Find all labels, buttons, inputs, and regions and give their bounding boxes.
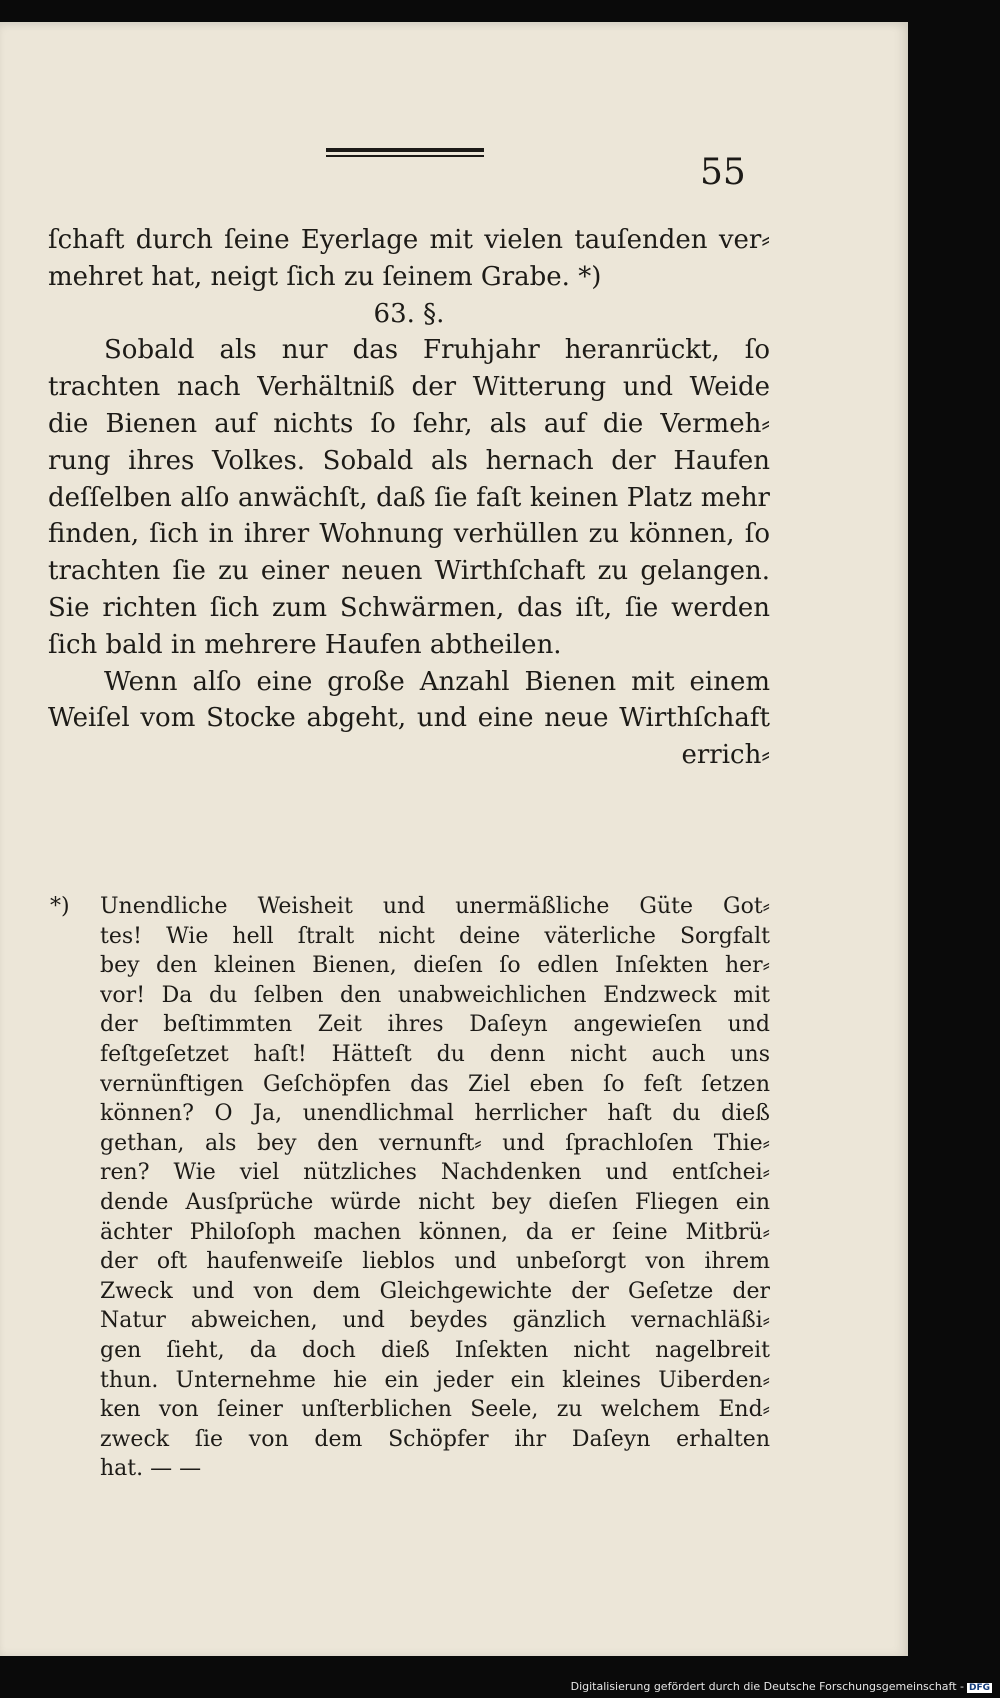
text-line: ſchaft durch ſeine Eyerlage mit vielen tauſenden ver⸗ (48, 225, 770, 255)
footnote-line: feſtgeſetzet haſt! Hätteſt du denn nicht auch uns (100, 1041, 770, 1067)
text-line: Sobald als nur das Fruhjahr heranrückt, ſo (104, 335, 770, 366)
footnote-line: zweck ſie von dem Schöpfer ihr Daſeyn erhalten (100, 1426, 770, 1452)
footnote-line: ren? Wie viel nützliches Nachdenken und entſchei⸗ (100, 1160, 770, 1186)
footnote-line: der oft haufenweiſe lieblos und unbeſorgt von ihrem (100, 1249, 770, 1275)
footnote-line: ken von ſeiner unſterblichen Seele, zu welchem End⸗ (100, 1397, 770, 1423)
footnote-line: Natur abweichen, und beydes gänzlich vernachläßi⸗ (100, 1308, 770, 1334)
credit-text: Digitalisierung gefördert durch die Deutsche Forschungsgemeinschaft - (570, 1680, 964, 1693)
text-line: Sie richten ſich zum Schwärmen, das iſt, ſie werden (48, 592, 770, 623)
page-number: 55 (700, 152, 746, 193)
footnote-line: hat. — — (100, 1456, 202, 1482)
text-line: Wenn alſo eine große Anzahl Bienen mit einem (104, 666, 770, 697)
footnote-line: können? O Ja, unendlichmal herrlicher haſt du dieß (100, 1101, 770, 1127)
text-line: rung ihres Volkes. Sobald als hernach der Haufen (48, 445, 770, 476)
footnote-line: Zweck und von dem Gleichgewichte der Geſetze der (100, 1278, 770, 1304)
footnote-line: der beſtimmten Zeit ihres Daſeyn angewieſen und (100, 1012, 770, 1038)
text-line: die Bienen auf nichts ſo ſehr, als auf die Vermeh⸗ (48, 408, 770, 439)
text-line: ſich bald in mehrere Haufen abtheilen. (48, 629, 562, 660)
header-rule-thick (326, 148, 484, 152)
text-line: deſſelben alſo anwächſt, daß ſie faſt keinen Platz mehr (48, 482, 770, 513)
main-text (48, 222, 770, 774)
digitization-credit (571, 1680, 992, 1693)
text-line: finden, ſich in ihrer Wohnung verhüllen zu können, ſo (48, 519, 770, 550)
footnote-line: vernünftigen Geſchöpfen das Ziel eben ſo feſt ſetzen (100, 1071, 770, 1097)
text-line: Weiſel vom Stocke abgeht, und eine neue Wirthſchaft (48, 703, 770, 734)
footnote-mark: *) (50, 894, 70, 919)
footnote-line: bey den kleinen Bienen, dieſen ſo edlen Inſekten her⸗ (100, 953, 770, 979)
dfg-logo: DFG (968, 1683, 990, 1693)
footnote-line: tes! Wie hell ſtralt nicht deine väterliche Sorgfalt (100, 923, 770, 949)
footnote-line: ächter Philoſoph machen können, da er ſeine Mitbrü⸗ (100, 1219, 770, 1245)
catchword: errich⸗ (681, 740, 770, 771)
header-rule-thin (326, 155, 484, 157)
footnote (50, 892, 770, 1484)
text-line: trachten ſie zu einer neuen Wirthſchaft zu gelangen. (48, 556, 770, 587)
header-rule (326, 148, 484, 157)
text-line: trachten nach Verhältniß der Witterung und Weide (48, 372, 770, 403)
book-page (0, 22, 908, 1656)
footnote-line: vor! Da du ſelben den unabweichlichen Endzweck mit (100, 982, 770, 1008)
footnote-line: Unendliche Weisheit und unermäßliche Güte Got⸗ (100, 894, 770, 919)
footnote-line: gethan, als bey den vernunft⸗ und ſprachloſen Thie⸗ (100, 1130, 770, 1156)
text-line: mehret hat, neigt ſich zu ſeinem Grabe. *) (48, 261, 602, 292)
footnote-line: gen ſieht, da doch dieß Inſekten nicht nagelbreit (100, 1337, 770, 1363)
footnote-line: dende Ausſprüche würde nicht bey dieſen Fliegen ein (100, 1189, 770, 1215)
section-heading: 63. §. (373, 298, 445, 329)
footnote-line: thun. Unternehme hie ein jeder ein kleines Uiberden⸗ (100, 1367, 770, 1393)
